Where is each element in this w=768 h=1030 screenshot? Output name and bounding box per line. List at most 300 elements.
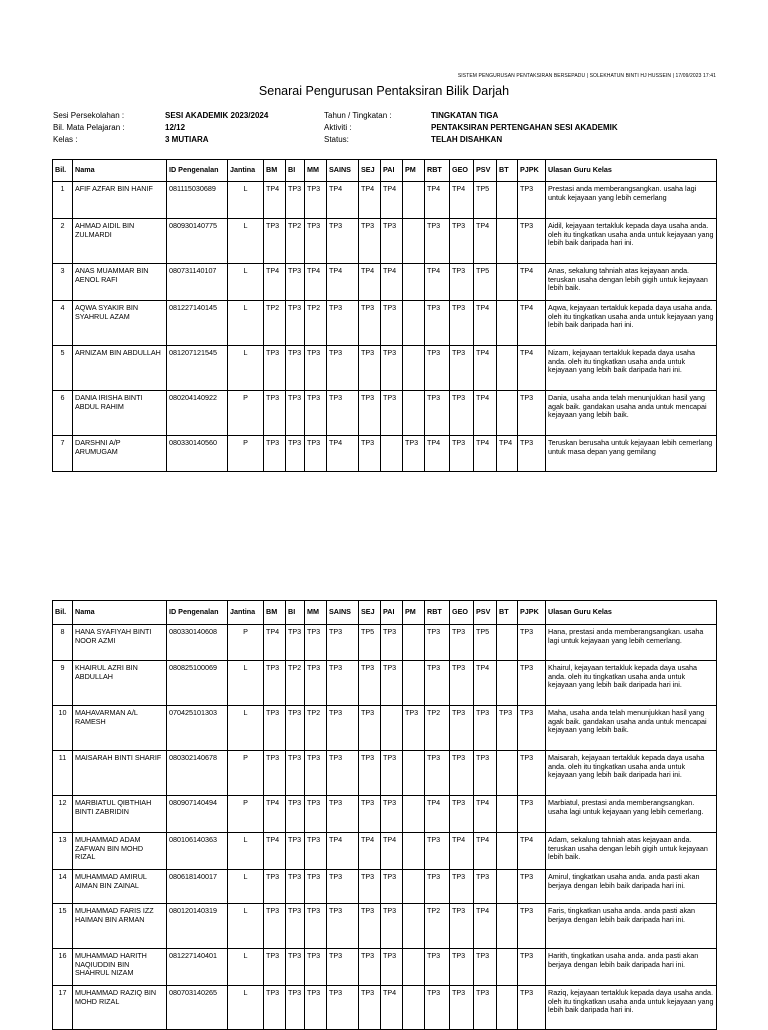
remark-cell: Marbiatul, prestasi anda memberangsangkan. usaha lagi untuk kejayaan yang lebih cemerlang. (546, 796, 717, 833)
column-header: Ulasan Guru Kelas (546, 160, 717, 182)
table-cell: TP3 (359, 661, 381, 706)
table-cell: TP3 (450, 219, 474, 264)
tahun-value: TINGKATAN TIGA (431, 111, 499, 120)
table-cell: TP3 (425, 625, 450, 661)
table-row (53, 751, 717, 796)
remark-cell: Teruskan berusaha untuk kejayaan lebih cemerlang untuk masa depan yang gemilang (546, 436, 717, 472)
table-row (53, 264, 717, 301)
table-cell: 080106140363 (167, 833, 228, 870)
table-cell: TP3 (474, 949, 497, 986)
table-cell: 080825100069 (167, 661, 228, 706)
table-cell: TP3 (327, 870, 359, 904)
table-cell: TP4 (359, 264, 381, 301)
table-cell: 11 (53, 751, 73, 796)
table-cell (497, 346, 518, 391)
table-cell: TP4 (518, 833, 546, 870)
table-cell: ARNIZAM BIN ABDULLAH (73, 346, 167, 391)
table-cell: TP3 (305, 833, 327, 870)
table-cell: 2 (53, 219, 73, 264)
table-cell (497, 301, 518, 346)
table-cell: TP3 (264, 391, 286, 436)
table-cell: TP4 (474, 391, 497, 436)
remark-cell: Anas, sekalung tahniah atas kejayaan anda. teruskan usaha dengan lebih gigih untuk kejayaan lebih baik. (546, 264, 717, 301)
table-row (53, 904, 717, 949)
column-header: GEO (450, 601, 474, 625)
table-cell: TP3 (305, 219, 327, 264)
table-cell: TP4 (264, 264, 286, 301)
table-cell: TP3 (305, 391, 327, 436)
table-cell: TP4 (425, 264, 450, 301)
table-cell: TP3 (264, 346, 286, 391)
table-cell: TP3 (359, 904, 381, 949)
table-cell: TP4 (474, 833, 497, 870)
table-cell: TP4 (474, 219, 497, 264)
table-cell: TP3 (381, 219, 403, 264)
table-cell (497, 796, 518, 833)
table-cell: L (228, 301, 264, 346)
table-cell: TP3 (425, 219, 450, 264)
table-cell: TP4 (327, 182, 359, 219)
column-header: ID Pengenalan (167, 601, 228, 625)
table-cell: TP4 (497, 436, 518, 472)
table-cell: TP4 (264, 182, 286, 219)
table-cell: TP3 (450, 796, 474, 833)
table-cell: TP3 (286, 904, 305, 949)
table-cell: L (228, 986, 264, 1030)
tahun-label: Tahun / Tingkatan : (324, 111, 392, 120)
table-cell: 15 (53, 904, 73, 949)
table-cell: TP3 (264, 436, 286, 472)
student-table-1 (52, 159, 717, 472)
table-cell: L (228, 904, 264, 949)
table-row (53, 870, 717, 904)
table-cell: TP3 (518, 219, 546, 264)
column-header: RBT (425, 601, 450, 625)
table-row (53, 182, 717, 219)
table-cell (497, 219, 518, 264)
table-cell: TP3 (359, 706, 381, 751)
table-cell: TP3 (286, 986, 305, 1030)
table-cell: TP4 (359, 182, 381, 219)
table-cell: 081227140401 (167, 949, 228, 986)
table-cell: TP3 (286, 436, 305, 472)
aktiviti-label: Aktiviti : (324, 123, 352, 132)
table-cell: 10 (53, 706, 73, 751)
table-cell: TP3 (425, 301, 450, 346)
table-cell: TP3 (286, 751, 305, 796)
table-cell: L (228, 661, 264, 706)
table-cell: TP4 (425, 796, 450, 833)
table-cell (497, 751, 518, 796)
table-cell: MUHAMMAD FARIS IZZ HAIMAN BIN ARMAN (73, 904, 167, 949)
table-cell: L (228, 346, 264, 391)
table-cell: TP3 (381, 625, 403, 661)
table-cell: P (228, 391, 264, 436)
table-cell: TP3 (264, 219, 286, 264)
table-cell: TP3 (264, 751, 286, 796)
table-cell: 070425101303 (167, 706, 228, 751)
table-cell: DARSHNI A/P ARUMUGAM (73, 436, 167, 472)
table-cell: TP3 (305, 986, 327, 1030)
table-cell: TP3 (286, 870, 305, 904)
table-cell (403, 986, 425, 1030)
table-cell: TP3 (327, 625, 359, 661)
table-cell: TP3 (305, 870, 327, 904)
table-cell (403, 219, 425, 264)
student-table-2 (52, 600, 717, 1030)
table-cell: TP3 (327, 796, 359, 833)
table-cell: TP3 (450, 301, 474, 346)
table-cell: TP3 (450, 264, 474, 301)
table-cell: TP5 (474, 182, 497, 219)
table-cell: L (228, 219, 264, 264)
table-cell (403, 949, 425, 986)
table-cell: TP3 (327, 219, 359, 264)
table-cell: TP3 (518, 706, 546, 751)
table-cell: TP3 (359, 391, 381, 436)
table-cell: TP4 (518, 346, 546, 391)
table-cell: TP3 (381, 301, 403, 346)
table-cell: TP3 (286, 346, 305, 391)
table-cell: TP3 (474, 706, 497, 751)
aktiviti-value: PENTAKSIRAN PERTENGAHAN SESI AKADEMIK (431, 123, 618, 132)
table-cell: TP3 (359, 346, 381, 391)
table-row (53, 661, 717, 706)
table-cell (403, 904, 425, 949)
remark-cell: Adam, sekalung tahniah atas kejayaan anda. teruskan usaha dengan lebih gigih untuk kejayaan lebih baik. (546, 833, 717, 870)
table-cell (403, 870, 425, 904)
table-cell: TP2 (305, 301, 327, 346)
table-cell: TP4 (381, 833, 403, 870)
table-cell: TP5 (359, 625, 381, 661)
table-cell: 12 (53, 796, 73, 833)
table-cell: TP4 (474, 436, 497, 472)
column-header: MM (305, 601, 327, 625)
table-cell (497, 661, 518, 706)
table-cell (403, 751, 425, 796)
table-cell: TP3 (286, 625, 305, 661)
table-cell: TP3 (359, 796, 381, 833)
table-cell (497, 182, 518, 219)
table-cell (497, 986, 518, 1030)
table-cell: TP3 (327, 986, 359, 1030)
table-cell: L (228, 182, 264, 219)
table-cell: TP2 (425, 904, 450, 949)
table-cell: TP3 (381, 346, 403, 391)
table-cell: TP3 (518, 796, 546, 833)
table-cell (403, 346, 425, 391)
table-row (53, 833, 717, 870)
table-cell (403, 182, 425, 219)
table-row (53, 219, 717, 264)
table-cell: TP3 (286, 301, 305, 346)
table-cell: TP3 (474, 986, 497, 1030)
table-cell: 17 (53, 986, 73, 1030)
table-cell: HANA SYAFIYAH BINTI NOOR AZMI (73, 625, 167, 661)
table-cell: TP3 (450, 391, 474, 436)
table-cell: TP4 (327, 833, 359, 870)
table-cell (403, 625, 425, 661)
table-cell: TP4 (474, 661, 497, 706)
table-cell: 1 (53, 182, 73, 219)
table-cell: TP3 (381, 391, 403, 436)
table-cell: 8 (53, 625, 73, 661)
table-cell: TP3 (264, 706, 286, 751)
column-header: RBT (425, 160, 450, 182)
remark-cell: Aidil, kejayaan tertakluk kepada daya usaha anda. oleh itu tingkatkan usaha anda untuk kejayaan yang lebih baik daripada hari ini. (546, 219, 717, 264)
remark-cell: Raziq, kejayaan tertakluk kepada daya usaha anda. oleh itu tingkatkan usaha anda untuk kejayaan yang lebih baik daripada hari ini. (546, 986, 717, 1030)
status-value: TELAH DISAHKAN (431, 135, 503, 144)
table-cell: TP3 (450, 870, 474, 904)
remark-cell: Khairul, kejayaan tertakluk kepada daya usaha anda. oleh itu tingkatkan usaha anda untuk kejayaan yang lebih baik daripada hari ini. (546, 661, 717, 706)
table-cell: P (228, 436, 264, 472)
table-cell (403, 833, 425, 870)
remark-cell: Maisarah, kejayaan tertakluk kepada daya usaha anda. oleh itu tingkatkan usaha anda untuk kejayaan yang lebih baik daripada hari ini. (546, 751, 717, 796)
table-row (53, 301, 717, 346)
column-header: PJPK (518, 160, 546, 182)
table-row (53, 625, 717, 661)
table-cell: TP3 (359, 751, 381, 796)
table-cell: TP2 (286, 661, 305, 706)
table-cell: TP3 (518, 986, 546, 1030)
table-cell: TP3 (305, 346, 327, 391)
table-cell (403, 301, 425, 346)
column-header: PJPK (518, 601, 546, 625)
column-header: PM (403, 160, 425, 182)
table-row (53, 706, 717, 751)
table-cell: TP5 (474, 264, 497, 301)
table-cell: TP3 (450, 986, 474, 1030)
column-header: BT (497, 601, 518, 625)
table-cell: TP3 (305, 661, 327, 706)
table-cell: 080618140017 (167, 870, 228, 904)
column-header: PAI (381, 160, 403, 182)
bil-label: Bil. Mata Pelajaran : (53, 123, 125, 132)
table-cell: MAISARAH BINTI SHARIF (73, 751, 167, 796)
table-cell: TP2 (305, 706, 327, 751)
table-cell: P (228, 796, 264, 833)
column-header: Jantina (228, 160, 264, 182)
table-cell: TP3 (305, 949, 327, 986)
table-cell: TP3 (264, 904, 286, 949)
column-header: PSV (474, 160, 497, 182)
table-cell (403, 391, 425, 436)
table-cell: AFIF AZFAR BIN HANIF (73, 182, 167, 219)
table-cell: TP3 (518, 751, 546, 796)
table-cell: TP3 (359, 301, 381, 346)
table-row (53, 949, 717, 986)
table-cell: TP4 (425, 436, 450, 472)
table-cell: TP3 (425, 346, 450, 391)
table-cell (381, 436, 403, 472)
table-cell: L (228, 706, 264, 751)
table-cell: TP3 (359, 870, 381, 904)
table-cell: TP4 (450, 182, 474, 219)
table-cell: 080731140107 (167, 264, 228, 301)
table-cell: TP4 (474, 346, 497, 391)
table-cell: TP3 (518, 904, 546, 949)
table-cell: TP3 (381, 751, 403, 796)
table-cell: 14 (53, 870, 73, 904)
table-cell: 7 (53, 436, 73, 472)
table-cell: TP4 (327, 264, 359, 301)
table-row (53, 796, 717, 833)
table-cell: 081227140145 (167, 301, 228, 346)
table-cell: TP3 (425, 833, 450, 870)
table-cell: L (228, 870, 264, 904)
table-cell: TP3 (286, 182, 305, 219)
table-cell: 080907140494 (167, 796, 228, 833)
table-cell: MUHAMMAD HARITH NAQIUDDIN BIN SHAHRUL NIZAM (73, 949, 167, 986)
table-cell: DANIA IRISHA BINTI ABDUL RAHIM (73, 391, 167, 436)
table-cell: TP3 (305, 751, 327, 796)
table-cell: TP3 (474, 751, 497, 796)
table-cell (497, 949, 518, 986)
table-cell (403, 796, 425, 833)
table-cell: 081207121545 (167, 346, 228, 391)
table-cell: MUHAMMAD RAZIQ BIN MOHD RIZAL (73, 986, 167, 1030)
table-cell: TP3 (264, 986, 286, 1030)
table-cell: TP3 (286, 833, 305, 870)
table-cell: P (228, 751, 264, 796)
table-cell: TP3 (518, 436, 546, 472)
table-cell: TP3 (327, 751, 359, 796)
sesi-value: SESI AKADEMIK 2023/2024 (165, 111, 269, 120)
table-row (53, 391, 717, 436)
table-cell: TP3 (381, 661, 403, 706)
table-cell: TP3 (359, 436, 381, 472)
column-header: SAINS (327, 601, 359, 625)
table-cell: TP4 (327, 436, 359, 472)
table-row (53, 986, 717, 1030)
remark-cell: Hana, prestasi anda memberangsangkan. usaha lagi untuk kejayaan yang lebih cemerlang. (546, 625, 717, 661)
remark-cell: Faris, tingkatkan usaha anda. anda pasti akan berjaya dengan lebih baik daripada hari ini. (546, 904, 717, 949)
table-cell: TP3 (518, 870, 546, 904)
table-cell: TP3 (286, 949, 305, 986)
table-cell: ANAS MUAMMAR BIN AENOL RAFI (73, 264, 167, 301)
table-cell: TP3 (450, 751, 474, 796)
table-cell (497, 833, 518, 870)
table-cell (497, 904, 518, 949)
table-cell: TP3 (425, 751, 450, 796)
table-cell: TP4 (425, 182, 450, 219)
status-label: Status: (324, 135, 349, 144)
table-cell: TP3 (359, 219, 381, 264)
table-cell: TP3 (425, 870, 450, 904)
column-header: PAI (381, 601, 403, 625)
table-cell (497, 391, 518, 436)
remark-cell: Aqwa, kejayaan tertakluk kepada daya usaha anda. oleh itu tingkatkan usaha anda untuk kejayaan yang lebih baik daripada hari ini. (546, 301, 717, 346)
remark-cell: Amirul, tingkatkan usaha anda. anda pasti akan berjaya dengan lebih baik daripada hari ini. (546, 870, 717, 904)
table-cell: TP3 (474, 870, 497, 904)
table-cell: 080703140265 (167, 986, 228, 1030)
table-cell: TP3 (305, 796, 327, 833)
column-header: PM (403, 601, 425, 625)
table-cell: MUHAMMAD AMIRUL AIMAN BIN ZAINAL (73, 870, 167, 904)
remark-cell: Maha, usaha anda telah menunjukkan hasil yang agak baik. gandakan usaha anda untuk mencapai kejayaan yang lebih baik. (546, 706, 717, 751)
table-cell (381, 706, 403, 751)
table-row (53, 346, 717, 391)
table-cell: TP3 (286, 391, 305, 436)
table-cell (497, 625, 518, 661)
table-cell: TP4 (264, 625, 286, 661)
column-header: BI (286, 160, 305, 182)
column-header: MM (305, 160, 327, 182)
table-cell: TP3 (264, 949, 286, 986)
remark-cell: Prestasi anda memberangsangkan. usaha lagi untuk kejayaan yang lebih cemerlang (546, 182, 717, 219)
table-cell: TP3 (359, 949, 381, 986)
column-header: BM (264, 601, 286, 625)
table-cell: TP3 (450, 949, 474, 986)
table-cell: TP3 (286, 796, 305, 833)
table-cell: TP3 (327, 301, 359, 346)
column-header: SAINS (327, 160, 359, 182)
table-cell: TP4 (474, 301, 497, 346)
table-cell: TP3 (305, 904, 327, 949)
table-cell: TP3 (327, 904, 359, 949)
column-header: Nama (73, 160, 167, 182)
table-cell: TP3 (305, 182, 327, 219)
column-header: Bil. (53, 601, 73, 625)
table-cell: TP3 (518, 661, 546, 706)
column-header: SEJ (359, 601, 381, 625)
table-cell: TP4 (474, 904, 497, 949)
table-cell: 6 (53, 391, 73, 436)
kelas-value: 3 MUTIARA (165, 135, 209, 144)
system-header: SISTEM PENGURUSAN PENTAKSIRAN BERSEPADU | SOLEKHATUN BINTI HJ HUSSEIN | 17/09/2023 17:41 (457, 73, 716, 79)
table-cell: TP3 (327, 706, 359, 751)
column-header: ID Pengenalan (167, 160, 228, 182)
table-cell: TP3 (450, 346, 474, 391)
table-cell: TP4 (381, 986, 403, 1030)
table-cell: AQWA SYAKIR BIN SYAHRUL AZAM (73, 301, 167, 346)
table-cell: TP3 (450, 625, 474, 661)
table-cell: 5 (53, 346, 73, 391)
table-cell (403, 264, 425, 301)
column-header: BM (264, 160, 286, 182)
table-cell: TP4 (518, 301, 546, 346)
table-cell: TP4 (450, 833, 474, 870)
table-cell: MAHAVARMAN A/L RAMESH (73, 706, 167, 751)
table-cell: TP2 (286, 219, 305, 264)
table-cell: TP3 (327, 346, 359, 391)
table-cell: TP4 (264, 833, 286, 870)
table-cell: TP3 (518, 625, 546, 661)
table-cell: TP3 (286, 706, 305, 751)
table-cell: 080120140319 (167, 904, 228, 949)
table-cell: 4 (53, 301, 73, 346)
table-cell: TP2 (264, 301, 286, 346)
table-cell: TP3 (359, 986, 381, 1030)
table-cell: 13 (53, 833, 73, 870)
table-cell: TP3 (327, 949, 359, 986)
column-header: GEO (450, 160, 474, 182)
table-cell: TP3 (518, 391, 546, 436)
remark-cell: Nizam, kejayaan tertakluk kepada daya usaha anda. oleh itu tingkatkan usaha anda untuk kejayaan yang lebih baik daripada hari ini. (546, 346, 717, 391)
table-cell: TP3 (425, 391, 450, 436)
table-cell: 080302140678 (167, 751, 228, 796)
table-cell: 080330140560 (167, 436, 228, 472)
table-cell: TP3 (327, 391, 359, 436)
column-header: Bil. (53, 160, 73, 182)
column-header: Ulasan Guru Kelas (546, 601, 717, 625)
table-cell: TP4 (518, 264, 546, 301)
table-cell (497, 264, 518, 301)
table-cell: 081115030689 (167, 182, 228, 219)
table-cell: TP3 (425, 986, 450, 1030)
bil-value: 12/12 (165, 123, 186, 132)
table-cell: TP4 (264, 796, 286, 833)
